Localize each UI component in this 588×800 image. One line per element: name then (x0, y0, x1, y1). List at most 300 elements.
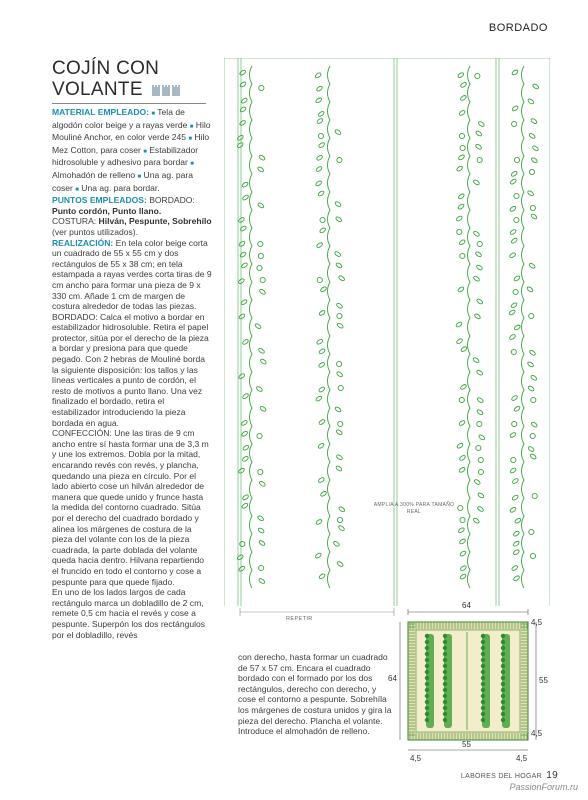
vine-leaf (238, 565, 245, 572)
vine-leaf (257, 202, 264, 209)
mini-vine-leaf (501, 640, 505, 644)
material-head: MATERIAL EMPLEADO: (52, 107, 150, 117)
vine-leaf (338, 275, 345, 282)
mini-vine-leaf (443, 664, 447, 668)
mini-vine-leaf (501, 634, 505, 638)
mini-vine-leaf (425, 706, 429, 710)
vine-leaf (318, 573, 325, 580)
vine-leaf (242, 494, 249, 501)
vine-leaf (239, 81, 246, 88)
vine-flower (337, 517, 342, 522)
mini-vine-leaf (425, 700, 429, 704)
vine-leaf (336, 371, 343, 378)
vine-leaf (241, 503, 248, 510)
material-item: Estabilizador hidrosoluble y adhesivo para bordar (52, 144, 199, 168)
vine-leaf (258, 540, 265, 547)
vine-leaf (337, 322, 344, 329)
vine-leaf (532, 145, 539, 152)
costura-note: (ver puntos utilizados). (52, 226, 138, 237)
vine-leaf (529, 349, 536, 356)
page-title (52, 58, 212, 100)
vine-leaf (527, 446, 534, 453)
vine-leaf (474, 479, 481, 486)
title-rule (52, 103, 206, 104)
material-item: Almohadón de relleno (52, 169, 136, 180)
vine-leaf (239, 69, 246, 76)
vine-leaf (316, 242, 323, 249)
vine-leaf (258, 527, 265, 534)
vine-flower (337, 361, 342, 366)
mini-vine-leaf (481, 646, 485, 650)
vine-leaf (256, 386, 263, 393)
vine-leaf (239, 106, 246, 113)
watermark: PassionForum.ru (509, 782, 578, 792)
vine-flower (476, 445, 481, 450)
material-item: Hilo Mouliné Anchor, en color verde 245 (52, 119, 211, 143)
vine-leaf (456, 338, 463, 345)
vine-leaf (458, 527, 465, 534)
vine-leaf (478, 121, 485, 128)
vine-leaf (455, 321, 462, 328)
vine-leaf (531, 421, 538, 428)
cushion-diagram (388, 601, 548, 764)
mini-vine-leaf (425, 676, 429, 680)
vine-leaf (315, 97, 322, 104)
vine-leaf (509, 206, 516, 213)
vine-leaf (473, 230, 480, 237)
vine-leaf (316, 338, 323, 345)
vine-flower (257, 265, 262, 270)
vine-leaf (336, 429, 343, 436)
embroidery-pattern (224, 58, 550, 618)
vine-leaf (315, 519, 322, 526)
vine-stem (522, 66, 525, 588)
vine-leaf (476, 409, 483, 416)
vine-flower (531, 397, 536, 402)
mini-vine-leaf (501, 646, 505, 650)
mini-vine-leaf (501, 658, 505, 662)
vine-leaf (459, 573, 466, 580)
vine-leaf (460, 384, 467, 391)
vine-leaf (258, 348, 265, 355)
vine-leaf (456, 215, 463, 222)
vine-leaf (254, 323, 261, 330)
vine-leaf (334, 201, 341, 208)
mini-vine-leaf (481, 688, 485, 692)
vine-leaf (458, 154, 465, 161)
mini-vine-leaf (481, 712, 485, 716)
dim-left: 64 (388, 674, 397, 683)
dim-right: 55 (539, 676, 548, 685)
vine-leaf (242, 393, 249, 400)
mini-vine-leaf (443, 670, 447, 674)
mini-vine-leaf (481, 652, 485, 656)
vine-flower (514, 193, 519, 198)
vine-leaf (258, 578, 265, 585)
mini-vine-leaf (501, 712, 505, 716)
mini-vine-leaf (443, 634, 447, 638)
vine-leaf (530, 213, 537, 220)
vine-leaf (260, 358, 267, 365)
vine-flower (338, 421, 343, 426)
vine-leaf (526, 286, 533, 293)
material-item: Una ag. para coser (52, 169, 193, 193)
vine-leaf (258, 154, 265, 161)
puntos-label: BORDADO: (149, 195, 195, 206)
vine-flower (478, 469, 483, 474)
vine-flower (459, 133, 464, 138)
material-item: Tela de algodón color beige y a rayas verde (52, 107, 188, 130)
vine-leaf (473, 275, 480, 282)
vine-leaf (241, 262, 248, 269)
vine-leaf (512, 478, 519, 485)
section-tag: BORDADO (488, 22, 548, 34)
vine-leaf (320, 286, 327, 293)
vine-flower (511, 349, 516, 354)
vine-leaf (318, 142, 325, 149)
bottom-paragraph: con derecho, hasta formar un cuadrado de 57 x 57 cm. Encara el cuadrado bordado con el formado por los dos rectángulos, derecho con derecho, y cose el contorno a pespunte. Sobrehíla los márgenes de costura unidos y gira la pieza del derecho. Plancha el volante. Introduce el almohadón de relleno. (238, 652, 392, 737)
vine-flower (260, 277, 265, 282)
lados-paragraph: En uno de los lados largos de cada rectángulo marca un dobladillo de 2 cm, remete 0,5 cm hacia el revés y cose a pespunte. Superpón los dos rectángulos por el dobladillo, revés (52, 587, 206, 640)
mini-vine-leaf (481, 700, 485, 704)
vine-leaf (333, 540, 340, 547)
vine-leaf (241, 181, 248, 188)
vine-leaf (316, 85, 323, 92)
vine-leaf (337, 561, 344, 568)
vine-flower (258, 241, 263, 246)
mini-vine-leaf (481, 634, 485, 638)
vine-leaf (459, 550, 466, 557)
dim-corner-tr: 4,5 (531, 618, 543, 627)
puntos-value: Punto cordón, Punto llano. (52, 205, 162, 216)
vine-leaf (510, 302, 517, 309)
vine-leaf (320, 491, 327, 498)
pattern-note: AMPLIA A 300% PARA TAMAÑO REAL (373, 502, 455, 515)
vine-leaf (456, 165, 463, 172)
mini-vine-leaf (425, 658, 429, 662)
vine-leaf (532, 83, 539, 90)
dim-corner-br: 4,5 (531, 729, 543, 738)
vine-flower (477, 241, 482, 246)
instructions-column (52, 107, 212, 640)
mini-vine-leaf (443, 694, 447, 698)
mini-vine-leaf (481, 658, 485, 662)
vine-leaf (242, 456, 249, 463)
vine-flower (337, 157, 342, 162)
mini-vine-leaf (443, 706, 447, 710)
vine-flower (460, 517, 465, 522)
vine-flower (320, 217, 325, 222)
vine-leaf (241, 97, 248, 104)
vine-leaf (315, 72, 322, 79)
dim-top: 64 (462, 601, 471, 610)
vine-leaf (459, 455, 466, 462)
mini-vine-leaf (481, 718, 485, 722)
vine-leaf (511, 237, 518, 244)
vine-leaf (527, 190, 534, 197)
vine-leaf (259, 481, 266, 488)
vine-leaf (512, 494, 519, 501)
vine-leaf (509, 252, 516, 259)
vine-leaf (530, 453, 537, 460)
title-line-2 (52, 79, 212, 100)
vine-leaf (472, 357, 479, 364)
vine-leaf (528, 262, 535, 269)
castle-icon (151, 84, 181, 96)
vine-leaf (511, 565, 518, 572)
vine-leaf (338, 525, 345, 532)
vine-flower (457, 229, 462, 234)
realizacion-paragraph (52, 238, 212, 312)
vine-leaf (318, 419, 325, 426)
vine-leaf (458, 420, 465, 427)
vine-leaf (242, 339, 249, 346)
vine-leaf (476, 298, 483, 305)
mini-vine-leaf (425, 634, 429, 638)
mini-vine-leaf (443, 676, 447, 680)
vine-leaf (459, 239, 466, 246)
vine-leaf (334, 406, 341, 413)
vine-leaf (509, 309, 516, 316)
vine-leaf (318, 477, 325, 484)
mini-vine-leaf (481, 682, 485, 686)
vine-leaf (530, 374, 537, 381)
vine-leaf (335, 465, 342, 472)
material-item: Hilo Mez Cotton, para coser (52, 132, 210, 155)
mini-vine-leaf (481, 676, 485, 680)
vine-leaf (319, 227, 326, 234)
vine-leaf (316, 118, 323, 125)
vine-flower (318, 133, 323, 138)
repeat-label: REPETIR (286, 616, 313, 622)
vine-leaf (514, 517, 521, 524)
vine-flower (511, 457, 516, 462)
bordado-paragraph: BORDADO: Calca el motivo a bordar en estabilizador hidrosoluble. Retira el papel protector, sitúa por el derecho de la pieza a bordar y presiona para que quede pegado. Con 2 hebras de Mouliné borda la siguiente disposición: los tallos y las líneas verticales a punto de cordón, el resto de motivos a punto llano. Una vez finalizado el bordado, retira el estabilizador introduciendo la pieza bordada en agua. (52, 311, 209, 428)
dim-corner-bb: 4,5 (516, 754, 528, 763)
mini-vine-leaf (501, 652, 505, 656)
vine-leaf (511, 395, 518, 402)
mini-vine-leaf (481, 694, 485, 698)
repeat-arrow (238, 606, 398, 618)
title-line-2-text: VOLANTE (52, 79, 143, 100)
vine-leaf (527, 361, 534, 368)
vine-flower (512, 121, 517, 126)
mini-vine-leaf (425, 688, 429, 692)
vine-leaf (475, 143, 482, 150)
vine-flower (530, 553, 535, 558)
vine-leaf (473, 517, 480, 524)
vine-leaf (511, 171, 518, 178)
mini-vine-leaf (443, 652, 447, 656)
mini-vine-leaf (443, 646, 447, 650)
confeccion-paragraph: CONFECCIÓN: Une las tiras de 9 cm ancho entre sí hasta formar una de 3,3 m y une los extremos. Dobla por la mitad, encarando revés con revés, y plancha, quedando una pieza en círculo. Por el lado abierto cose un hilván alrededor de manera que quede unido y frunce hasta la medida del contorno cuadrado. Sitúa por el derecho del cuadrado bordado y alinea los márgenes de costura de la pieza del volante con los de la pieza cuadrada, la parte doblada del volante queda hacia dentro. Hilvana repartiendo el fruncido en todo el contorno y cose a pespunte para que quede fijado. (52, 428, 209, 587)
vine-flower (532, 493, 537, 498)
vine-leaf (509, 432, 516, 439)
vine-leaf (476, 264, 483, 271)
vine-flower (529, 529, 534, 534)
vine-flower (338, 385, 343, 390)
mini-vine-leaf (425, 652, 429, 656)
mini-vine-leaf (501, 664, 505, 668)
vine-leaf (460, 346, 467, 353)
vine-leaf (473, 179, 480, 186)
vine-leaf (315, 552, 322, 559)
vine-leaf (315, 166, 322, 173)
vine-leaf (513, 406, 520, 413)
vine-leaf (510, 178, 517, 185)
vine-flower (529, 169, 534, 174)
vine-flower (259, 85, 264, 90)
vine-leaf (527, 385, 534, 392)
mini-vine-leaf (425, 646, 429, 650)
vine-flower (258, 253, 263, 258)
vine-leaf (474, 313, 481, 320)
mini-vine-leaf (481, 706, 485, 710)
vine-leaf (477, 397, 484, 404)
mini-vine-leaf (501, 700, 505, 704)
vine-leaf (460, 565, 467, 572)
title-line-1: COJÍN CON (52, 58, 160, 79)
vine-leaf (238, 217, 245, 224)
vine-leaf (456, 442, 463, 449)
vine-leaf (318, 111, 325, 118)
vine-flower (477, 157, 482, 162)
footer-brand: LABORES DEL HOGAR (460, 773, 543, 780)
vine-leaf (238, 313, 245, 320)
vine-leaf (335, 216, 342, 223)
vine-leaf (458, 193, 465, 200)
mini-vine-leaf (481, 664, 485, 668)
vine-leaf (511, 69, 518, 76)
vine-flower (240, 541, 245, 546)
mini-vine-leaf (425, 640, 429, 644)
mini-vine-leaf (501, 718, 505, 722)
vine-flower (513, 289, 518, 294)
vine-flower (337, 313, 342, 318)
vine-leaf (318, 310, 325, 317)
vine-leaf (318, 362, 325, 369)
vine-flower (317, 277, 322, 282)
mini-vine-leaf (481, 670, 485, 674)
puntos-head: PUNTOS EMPLEADOS: (52, 195, 147, 206)
vine-flower (475, 73, 480, 78)
vine-leaf (238, 467, 245, 474)
mini-vine-leaf (501, 670, 505, 674)
mini-vine-leaf (501, 706, 505, 710)
mini-vine-leaf (501, 688, 505, 692)
vine-leaf (476, 369, 483, 376)
mini-vine-leaf (501, 682, 505, 686)
vine-leaf (513, 530, 520, 537)
vine-leaf (509, 229, 516, 236)
vine-leaf (457, 72, 464, 79)
vine-leaf (336, 454, 343, 461)
material-item: Una ag. para bordar. (81, 182, 160, 193)
vine-flower (530, 205, 535, 210)
vine-leaf (315, 395, 322, 402)
vine-leaf (457, 286, 464, 293)
vine-stem (250, 66, 253, 588)
vine-leaf (475, 130, 482, 137)
vine-leaf (239, 251, 246, 258)
mini-vine-leaf (443, 718, 447, 722)
vine-leaf (315, 180, 322, 187)
vine-flower (478, 457, 483, 462)
vine-leaf (477, 506, 484, 513)
vine-leaf (509, 334, 516, 341)
vine-leaf (317, 443, 324, 450)
vine-leaf (513, 540, 520, 547)
mini-vine-leaf (443, 712, 447, 716)
vine-leaf (460, 82, 467, 89)
vine-leaf (477, 492, 484, 499)
vine-leaf (318, 386, 325, 393)
mini-vine-leaf (443, 700, 447, 704)
mini-vine-leaf (425, 712, 429, 716)
material-paragraph: MATERIAL EMPLEADO: ■ Tela de algodón color beige y a rayas verde ■ Hilo Mouliné Anchor, en color verde 245 ■ Hilo Mez Cotton, para coser ■ Estabilizador hidrosoluble y adhesivo para bordar ■ Almohadón de relleno ■ Una ag. para coser ■ Una ag. para bordar. (52, 107, 211, 193)
vine-leaf (238, 278, 245, 285)
vine-leaf (238, 373, 245, 380)
mini-vine-leaf (425, 670, 429, 674)
mini-vine-leaf (443, 640, 447, 644)
mini-vine-leaf (443, 658, 447, 662)
costura-value: Hilván, Pespunte, Sobrehílo (98, 216, 212, 227)
vine-leaf (241, 420, 248, 427)
cushion-diagram-drawing (396, 604, 546, 764)
vine-flower (259, 565, 264, 570)
vine-leaf (259, 289, 266, 296)
vine-leaf (509, 507, 516, 514)
vine-leaf (528, 133, 535, 140)
vine-leaf (238, 241, 245, 248)
vine-leaf (513, 549, 520, 556)
vine-leaf (338, 506, 345, 513)
puntos-paragraph (52, 195, 212, 216)
vine-flower (258, 469, 263, 474)
vine-leaf (513, 575, 520, 582)
vine-leaf (259, 406, 266, 413)
vine-flower (460, 145, 465, 150)
vine-flower (460, 253, 465, 258)
realizacion-head: REALIZACIÓN: (52, 237, 114, 248)
vine-leaf (239, 120, 246, 127)
vine-leaf (336, 302, 343, 309)
vine-flower (514, 157, 519, 162)
vine-leaf (318, 348, 325, 355)
vine-leaf (317, 190, 324, 197)
vine-leaf (478, 434, 485, 441)
vine-leaf (334, 129, 341, 136)
mini-vine-leaf (425, 664, 429, 668)
mini-vine-leaf (501, 694, 505, 698)
vine-flower (530, 433, 535, 438)
vine-leaf (511, 105, 518, 112)
costura-paragraph (52, 216, 212, 237)
vine-flower (257, 433, 262, 438)
vine-leaf (509, 467, 516, 474)
vine-leaf (458, 110, 465, 117)
mini-vine-leaf (443, 688, 447, 692)
vine-leaf (257, 166, 264, 173)
dim-bottom: 55 (462, 740, 471, 749)
page-number: 19 (546, 770, 558, 781)
vine-leaf (257, 515, 264, 522)
mini-vine-leaf (443, 682, 447, 686)
vine-flower (514, 217, 519, 222)
vine-leaf (475, 251, 482, 258)
vine-leaf (460, 95, 467, 102)
vine-leaf (335, 262, 342, 269)
